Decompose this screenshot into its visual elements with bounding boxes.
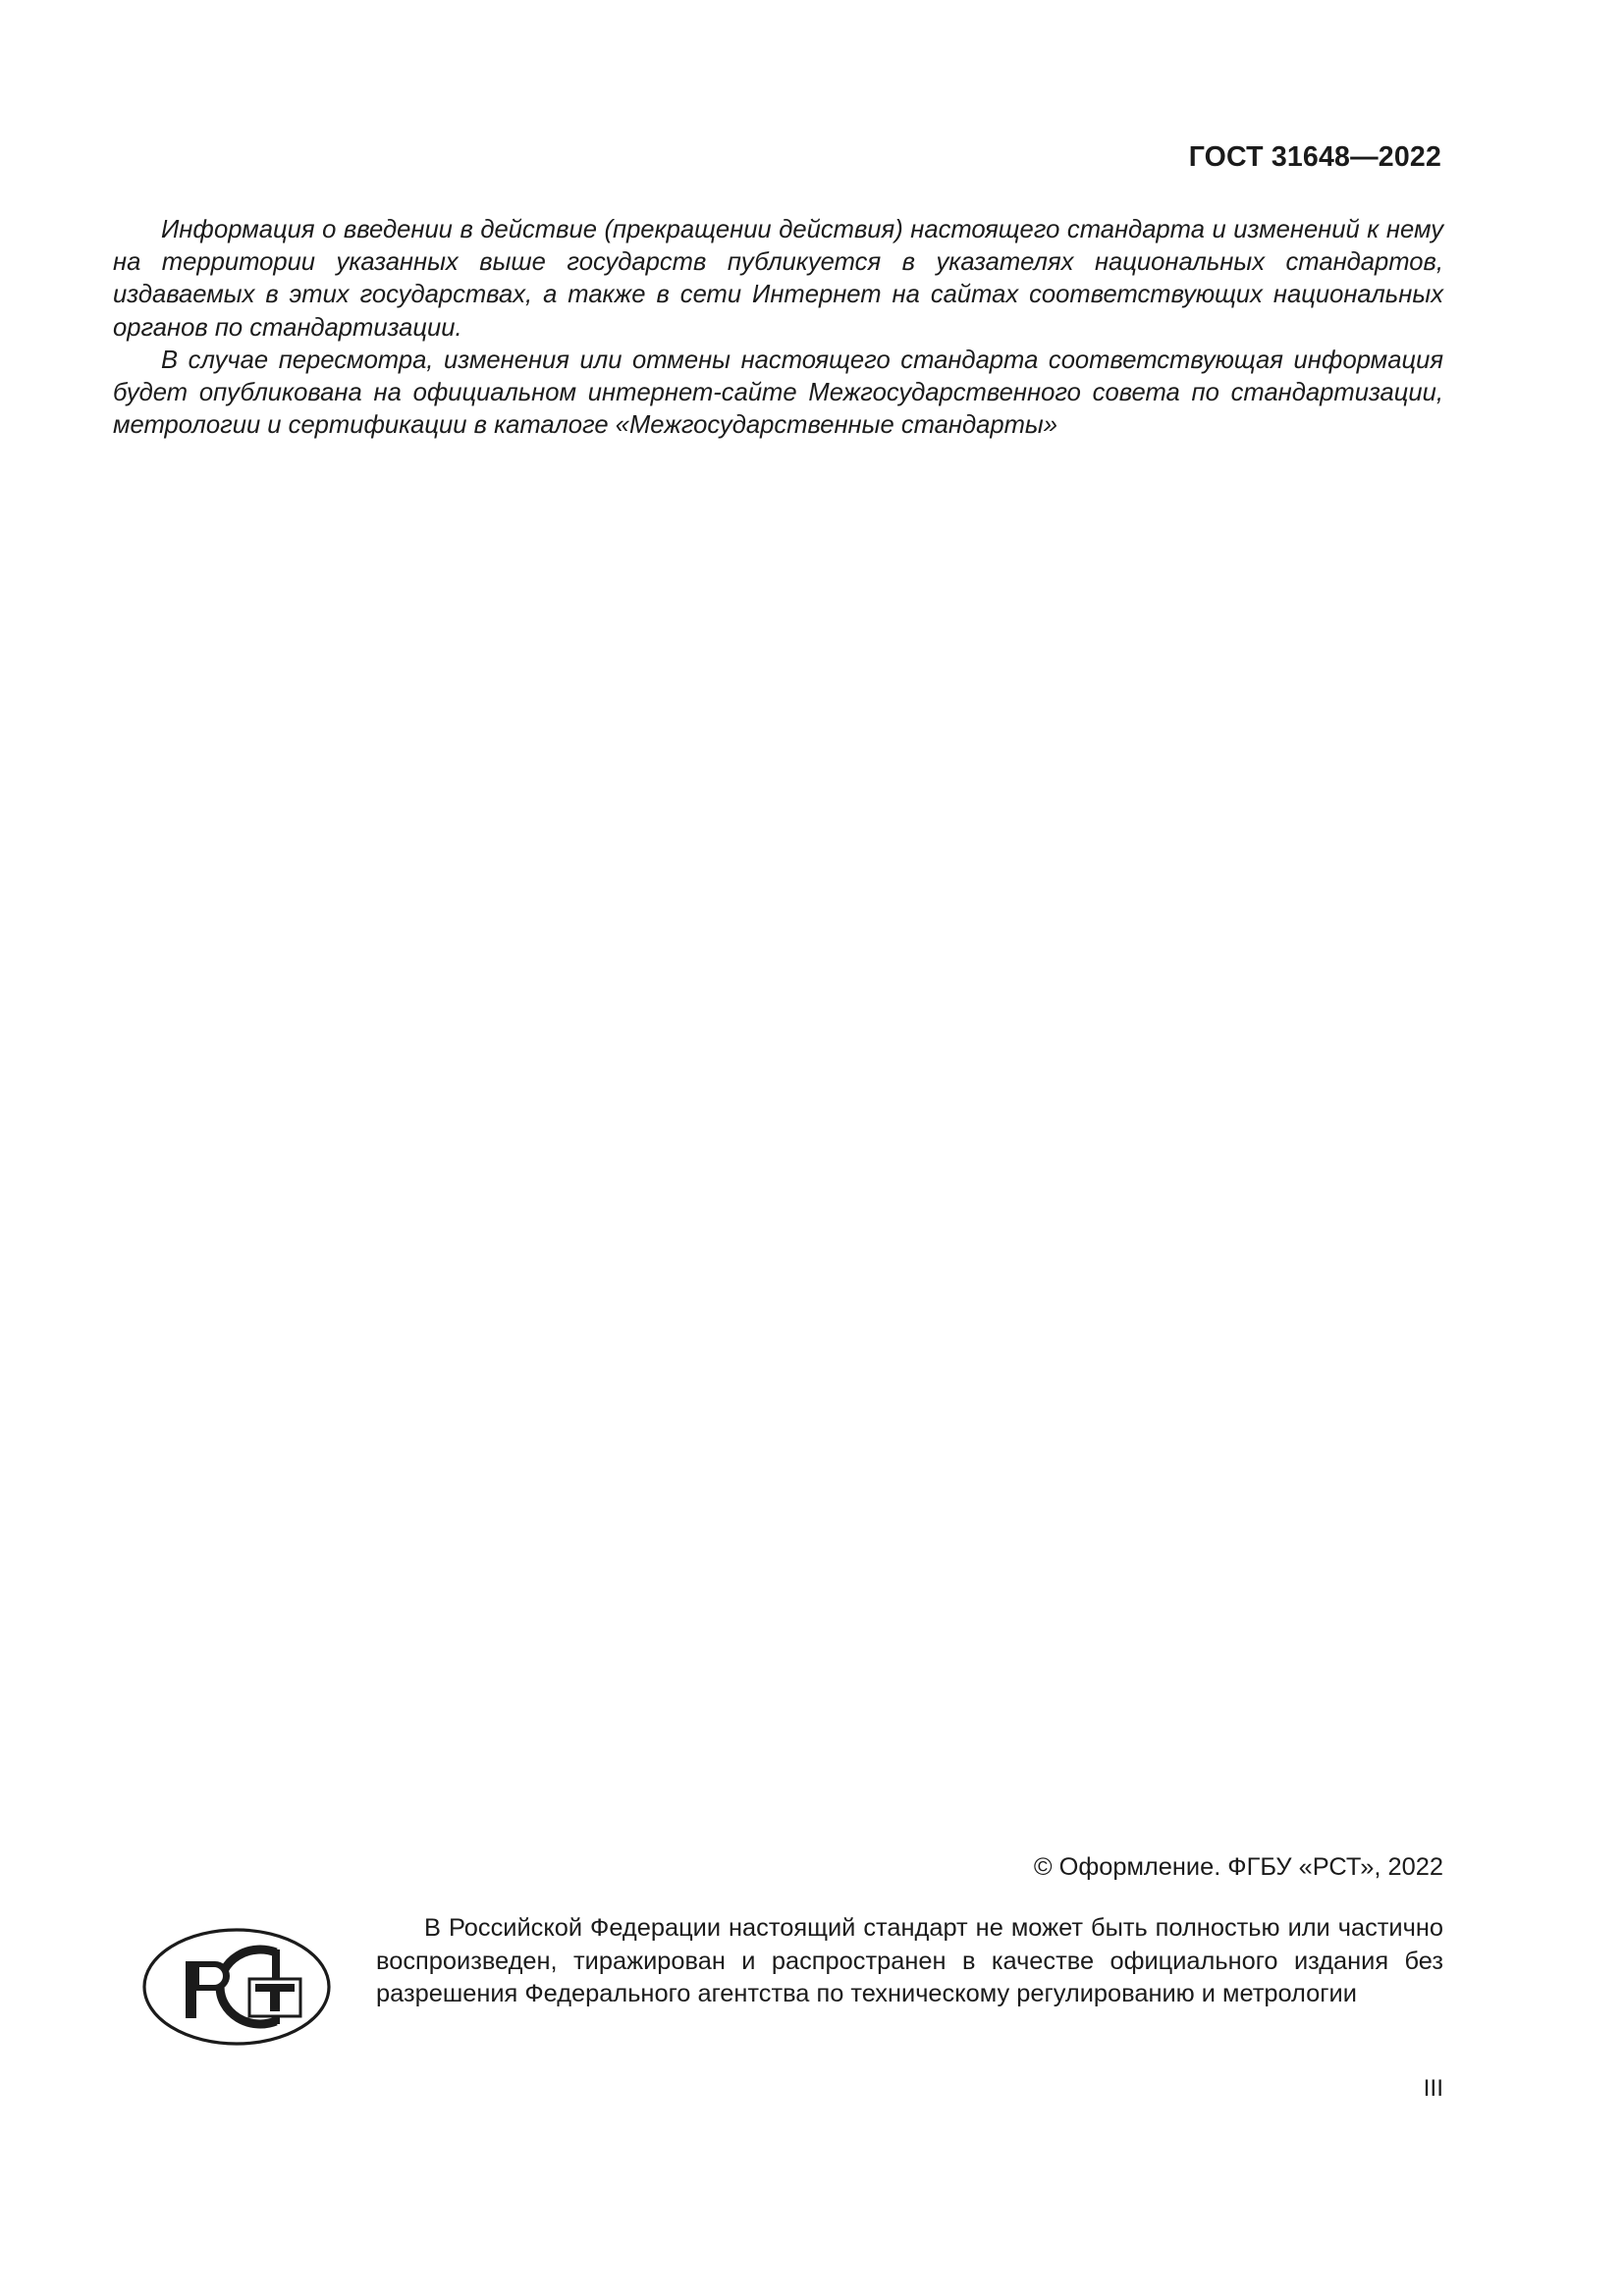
informational-note-block: [113, 214, 1443, 442]
footer-block: [113, 1912, 1443, 2069]
disclaimer-text: В Российской Федерации настоящий стандарт не может быть полностью или частично воспроизведен, тиражирован и распространен в качестве официального издания без разрешения Федерального агентства по техническому регулированию и метрологии: [376, 1914, 1443, 2008]
note-paragraph: В случае пересмотра, изменения или отмены настоящего стандарта соответствующая информация будет опубликована на официальном интернет-сайте Межгосударственного совета по стандартизации, метрологии и сертификации в каталоге «Межгосударственные стандарты»: [113, 346, 1443, 440]
copyright-notice: © Оформление. ФГБУ «РСТ», 2022: [1033, 1853, 1443, 1881]
reproduction-disclaimer: [376, 1912, 1443, 2011]
page-header: [183, 140, 1441, 180]
standard-number: ГОСТ 31648—2022: [1188, 141, 1441, 173]
note-paragraph: Информация о введении в действие (прекращении действия) настоящего стандарта и изменений к нему на территории указанных выше государств публикуется в указателях национальных стандартов, издаваемых в этих государствах, а также в сети Интернет на сайтах соответствующих национальных органов по стандартизации.: [113, 216, 1443, 342]
rst-certification-logo-icon: [140, 1924, 333, 2050]
page-number: III: [1423, 2075, 1443, 2102]
